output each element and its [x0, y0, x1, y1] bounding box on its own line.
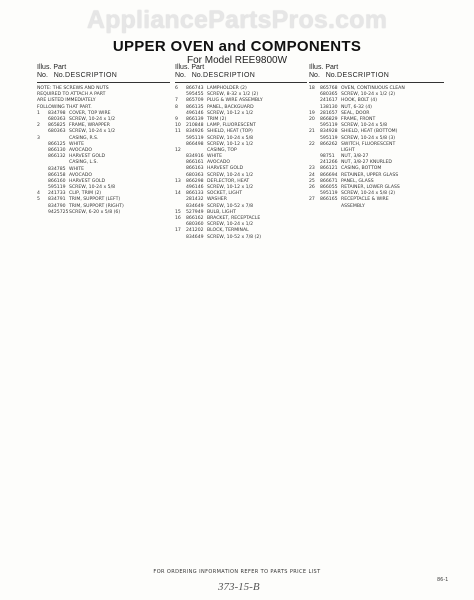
page-corner-mark: 86-1 — [437, 577, 449, 583]
illus-no: 17 — [175, 228, 181, 234]
illus-no: 27 — [309, 197, 315, 203]
part-no: 866829 — [320, 116, 338, 122]
header-illus-part: Illus. Part — [37, 64, 67, 71]
illus-no: 10 — [175, 123, 181, 129]
part-no: 98751 — [320, 154, 335, 160]
part-no: 865768 — [320, 86, 338, 91]
part-description: HARVEST GOLD — [69, 154, 106, 160]
illus-no: 11 — [175, 129, 181, 135]
part-description: OVEN, CONTINUOUS CLEAN — [341, 86, 405, 91]
part-description: SCREW, 10-12 x 1/2 — [207, 141, 254, 147]
part-no: 834928 — [320, 129, 338, 135]
part-description: RETAINER, UPPER GLASS — [341, 172, 399, 178]
part-description: BRACKET, RECEPTACLE — [207, 215, 261, 221]
part-no: 9425725 — [48, 209, 69, 215]
part-description: SOCKET, LIGHT — [207, 191, 243, 197]
part-no: 866158 — [48, 172, 66, 178]
part-no: 834926 — [186, 129, 204, 135]
part-description: SEAL, DOOR — [341, 110, 370, 116]
part-no: 680360 — [186, 222, 204, 228]
part-no: 680363 — [186, 172, 204, 178]
part-description: SCREW, 10-24 x 5/8 — [341, 123, 388, 129]
part-description: CASING, L.S. — [69, 160, 98, 166]
illus-no: 4 — [37, 191, 40, 197]
illus-no: 6 — [175, 86, 178, 91]
part-description: BLOCK, TERMINAL — [207, 228, 249, 234]
part-no: 496146 — [186, 185, 204, 190]
part-description: HARVEST GOLD — [207, 166, 244, 172]
parts-column-2 — [175, 64, 307, 241]
part-no: 866498 — [186, 141, 204, 147]
note-line: NOTE: THE SCREWS AND NUTS — [37, 86, 109, 91]
part-no: 680365 — [320, 92, 338, 98]
part-description: WHITE — [207, 154, 223, 160]
part-no: 866135 — [186, 104, 204, 110]
part-no: 866160 — [48, 178, 66, 184]
part-no: 241617 — [320, 98, 338, 104]
part-description: SCREW, 10-24 x 1/2 — [69, 117, 116, 122]
part-description: AVOCADO — [69, 147, 93, 153]
part-no: 595119 — [320, 191, 338, 197]
illus-no: 24 — [309, 172, 315, 178]
part-no: 866055 — [320, 185, 338, 190]
illus-no: 21 — [309, 129, 315, 135]
header-no: No. No. — [309, 72, 337, 79]
part-no: 241733 — [48, 191, 66, 197]
part-description: PANEL, GLASS — [341, 178, 374, 184]
part-description: HARVEST GOLD — [69, 178, 106, 184]
header-no: No. No. — [37, 72, 65, 79]
header-description: DESCRIPTION — [203, 72, 256, 79]
illus-no: 22 — [309, 141, 315, 147]
part-description: BULB, LIGHT — [207, 209, 236, 215]
part-no: 866165 — [320, 197, 338, 203]
column-header — [37, 64, 170, 83]
illus-no: 12 — [175, 147, 181, 153]
part-description: NUT, 3/8-27 — [341, 154, 369, 160]
part-description: SCREW, 10-52 x 7/8 — [207, 203, 254, 209]
parts-list — [309, 86, 444, 210]
part-no: 866130 — [48, 147, 66, 153]
part-no: 241266 — [320, 160, 338, 166]
illus-no: 25 — [309, 178, 315, 184]
part-no: 595455 — [186, 92, 204, 98]
header-illus-part: Illus. Part — [175, 64, 205, 71]
part-no: 527949 — [186, 209, 204, 215]
illus-no: 20 — [309, 116, 315, 122]
part-no: 866671 — [320, 178, 338, 184]
part-description: SCREW, 6-20 x 5/8 (6) — [69, 209, 121, 215]
part-description: PANEL, BACKGUARD — [207, 104, 254, 110]
part-no: 834785 — [48, 166, 66, 172]
parts-list — [37, 86, 170, 216]
illus-no: 2 — [37, 123, 40, 129]
illus-no: 14 — [175, 191, 181, 197]
note-line: FOLLOWING THAT PART. — [37, 104, 92, 110]
part-description: LAMP, FLUORESCENT — [207, 123, 256, 129]
part-description: COVER, TOP WIRE — [69, 110, 111, 116]
header-no: No. No. — [175, 72, 203, 79]
part-no: 866163 — [186, 166, 204, 172]
column-header — [175, 64, 307, 83]
part-description: CASING, BOTTOM — [341, 166, 382, 172]
part-no: 834916 — [186, 154, 204, 160]
parts-column-1 — [37, 64, 170, 216]
part-no: 865709 — [186, 98, 204, 104]
illus-no: 8 — [175, 104, 178, 110]
part-description: SCREW, 8-32 x 1/2 (2) — [207, 92, 259, 98]
part-description: HOOK, BOLT (4) — [341, 98, 378, 104]
header-description: DESCRIPTION — [65, 72, 118, 79]
part-no: 866133 — [186, 191, 204, 197]
illus-no: 7 — [175, 98, 178, 104]
part-description: AVOCADO — [69, 172, 93, 178]
illus-no: 16 — [175, 215, 181, 221]
part-description: TRIM, SUPPORT (RIGHT) — [69, 203, 124, 209]
parts-column-3 — [309, 64, 444, 210]
part-no: 834649 — [186, 203, 204, 209]
part-no: 866139 — [186, 116, 204, 122]
part-description: NUT, 3/8-27 KNURLED — [341, 160, 392, 166]
part-description: LIGHT — [341, 147, 355, 153]
part-description: CASING, R.S. — [69, 135, 99, 141]
part-description: SWITCH, FLUORESCENT — [341, 141, 396, 147]
part-description: SCREW, 10-24 x 5/8 (2) — [341, 191, 396, 197]
part-no: 834649 — [186, 234, 204, 240]
part-no: 866132 — [48, 154, 66, 160]
part-description: ASSEMBLY — [341, 203, 365, 209]
note-line: ARE LISTED IMMEDIATELY — [37, 98, 96, 104]
header-description: DESCRIPTION — [337, 72, 390, 79]
part-description: SCREW, 10-24 x 1/2 — [207, 172, 254, 178]
part-no: 680363 — [48, 117, 66, 122]
part-description: SCREW, 10-52 x 7/8 (2) — [207, 234, 262, 240]
part-no: 865825 — [48, 123, 66, 129]
part-no: 866694 — [320, 172, 338, 178]
part-description: SCREW, 10-12 x 1/2 — [207, 110, 254, 116]
part-no: 595119 — [48, 185, 66, 191]
part-description: SCREW, 10-24 x 1/2 — [69, 129, 116, 135]
header-illus-part: Illus. Part — [309, 64, 339, 71]
part-no: 866161 — [186, 160, 204, 166]
ordering-footer: FOR ORDERING INFORMATION REFER TO PARTS PRICE LIST — [153, 569, 321, 575]
handwritten-code: 373-15-B — [218, 581, 260, 593]
part-description: NUT, 6-32 (4) — [341, 104, 372, 110]
part-row — [175, 235, 307, 241]
illus-no: 5 — [37, 197, 40, 203]
parts-list — [175, 86, 307, 241]
part-no: 834790 — [48, 203, 66, 209]
part-description: AVOCADO — [207, 160, 231, 166]
part-no: 680363 — [48, 129, 66, 135]
part-description: CLIP, TRIM (2) — [69, 191, 102, 197]
part-description: WHITE — [69, 141, 85, 147]
part-no: 210848 — [186, 123, 204, 129]
part-description: TRIM (2) — [207, 116, 227, 122]
part-no: 866262 — [320, 141, 338, 147]
illus-no: 9 — [175, 116, 178, 122]
part-description: SCREW, 10-24 x 5/8 (3) — [341, 135, 396, 141]
part-description: DEFLECTOR, HEAT — [207, 178, 250, 184]
illus-no: 23 — [309, 166, 315, 172]
model-subtitle: For Model REE9800W — [186, 55, 288, 66]
column-header — [309, 64, 444, 83]
illus-no: 13 — [175, 178, 181, 184]
part-no: 241202 — [186, 228, 204, 234]
part-no: 866162 — [186, 215, 204, 221]
part-no: 595119 — [320, 135, 338, 141]
illus-no: 26 — [309, 185, 315, 190]
part-no: 866121 — [320, 166, 338, 172]
part-no: 595119 — [186, 135, 204, 141]
part-no: 834791 — [48, 197, 66, 203]
page-title: UPPER OVEN and COMPONENTS — [112, 38, 362, 55]
part-row — [37, 210, 170, 216]
part-no: 281432 — [186, 197, 204, 203]
part-no: 496146 — [186, 110, 204, 116]
part-description: FRAME, WRAPPER — [69, 123, 110, 129]
part-no: 138130 — [320, 104, 338, 110]
part-no: 595119 — [320, 123, 338, 129]
part-description: RECEPTACLE & WIRE — [341, 197, 389, 203]
illus-no: 19 — [309, 110, 315, 116]
part-description: TRIM, SUPPORT (LEFT) — [69, 197, 121, 203]
illus-no: 1 — [37, 110, 40, 116]
part-description: SCREW, 10-24 x 5/8 — [207, 135, 254, 141]
illus-no: 18 — [309, 86, 315, 91]
part-description: WHITE — [69, 166, 85, 172]
illus-no: 15 — [175, 209, 181, 215]
part-no: 834798 — [48, 110, 66, 116]
part-description: LAMPHOLDER (2) — [207, 86, 247, 91]
note-line: REQUIRED TO ATTACH A PART — [37, 92, 106, 98]
part-no: 281657 — [320, 110, 338, 116]
part-description: SHIELD, HEAT (BOTTOM) — [341, 129, 398, 135]
watermark: AppliancePartsPros.com — [86, 6, 388, 34]
part-no: 866298 — [186, 178, 204, 184]
part-no: 866125 — [48, 141, 66, 147]
part-description: CASING, TOP — [207, 147, 237, 153]
part-description: SHIELD, HEAT (TOP) — [207, 129, 253, 135]
part-description: SCREW, 10-12 x 1/2 — [207, 185, 254, 190]
part-no: 866743 — [186, 86, 204, 91]
illus-no: 3 — [37, 135, 40, 141]
part-description: FRAME, FRONT — [341, 116, 376, 122]
part-description: SCREW, 10-24 x 1/2 — [207, 222, 254, 228]
part-row — [309, 204, 444, 210]
part-description: SCREW, 10-24 x 5/8 — [69, 185, 116, 191]
part-description: WASHER — [207, 197, 227, 203]
part-description: PLUG & WIRE ASSEMBLY — [207, 98, 263, 104]
part-description: SCREW, 10-24 x 1/2 (2) — [341, 92, 396, 98]
part-description: RETAINER, LOWER GLASS — [341, 185, 400, 190]
